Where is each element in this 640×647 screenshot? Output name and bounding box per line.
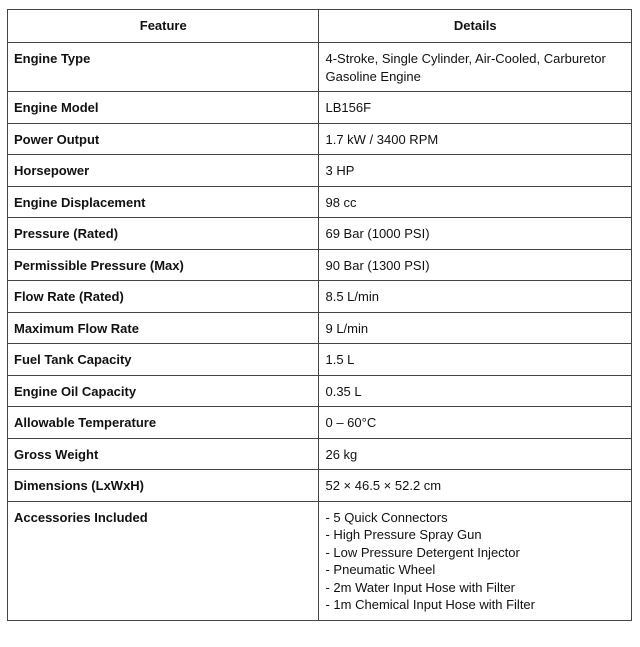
details-cell: 26 kg bbox=[319, 438, 632, 470]
details-cell: 52 × 46.5 × 52.2 cm bbox=[319, 470, 632, 502]
table-row bbox=[8, 344, 632, 376]
header-feature: Feature bbox=[8, 10, 319, 43]
feature-cell: Permissible Pressure (Max) bbox=[8, 249, 319, 281]
list-item: - 1m Chemical Input Hose with Filter bbox=[325, 597, 535, 612]
list-item: - High Pressure Spray Gun bbox=[325, 527, 482, 542]
feature-cell: Power Output bbox=[8, 123, 319, 155]
details-cell: LB156F bbox=[319, 92, 632, 124]
details-cell: 0 – 60°C bbox=[319, 407, 632, 439]
list-item: - 2m Water Input Hose with Filter bbox=[325, 579, 515, 595]
feature-cell: Accessories Included bbox=[8, 501, 319, 620]
table-row bbox=[8, 123, 632, 155]
spec-table bbox=[7, 9, 632, 621]
feature-cell: Flow Rate (Rated) bbox=[8, 281, 319, 313]
table-row bbox=[8, 438, 632, 470]
accessories-row bbox=[8, 501, 632, 620]
table-row bbox=[8, 407, 632, 439]
list-item: - 5 Quick Connectors bbox=[325, 509, 448, 525]
feature-cell: Fuel Tank Capacity bbox=[8, 344, 319, 376]
details-cell: 1.7 kW / 3400 RPM bbox=[319, 123, 632, 155]
table-row bbox=[8, 375, 632, 407]
details-cell: 8.5 L/min bbox=[319, 281, 632, 313]
accessories-cell bbox=[319, 501, 632, 620]
feature-cell: Allowable Temperature bbox=[8, 407, 319, 439]
table-row bbox=[8, 312, 632, 344]
table-row bbox=[8, 249, 632, 281]
details-cell: 9 L/min bbox=[319, 312, 632, 344]
table-row bbox=[8, 281, 632, 313]
table-row bbox=[8, 470, 632, 502]
details-cell: 90 Bar (1300 PSI) bbox=[319, 249, 632, 281]
feature-cell: Pressure (Rated) bbox=[8, 218, 319, 250]
details-cell: 1.5 L bbox=[319, 344, 632, 376]
table-row bbox=[8, 218, 632, 250]
feature-cell: Engine Type bbox=[8, 43, 319, 92]
table-row bbox=[8, 155, 632, 187]
feature-cell: Horsepower bbox=[8, 155, 319, 187]
accessories-list bbox=[325, 509, 625, 614]
feature-cell: Maximum Flow Rate bbox=[8, 312, 319, 344]
details-cell: 69 Bar (1000 PSI) bbox=[319, 218, 632, 250]
details-cell: 3 HP bbox=[319, 155, 632, 187]
list-item: - Pneumatic Wheel bbox=[325, 562, 436, 577]
feature-cell: Engine Model bbox=[8, 92, 319, 124]
feature-cell: Dimensions (LxWxH) bbox=[8, 470, 319, 502]
feature-cell: Engine Displacement bbox=[8, 186, 319, 218]
table-row bbox=[8, 186, 632, 218]
list-item: - Low Pressure Detergent Injector bbox=[325, 544, 520, 560]
table-header-row bbox=[8, 10, 632, 43]
details-cell: 0.35 L bbox=[319, 375, 632, 407]
header-details: Details bbox=[319, 10, 632, 43]
details-cell: 98 cc bbox=[319, 186, 632, 218]
table-row bbox=[8, 43, 632, 92]
feature-cell: Engine Oil Capacity bbox=[8, 375, 319, 407]
table-row bbox=[8, 92, 632, 124]
feature-cell: Gross Weight bbox=[8, 438, 319, 470]
details-cell: 4-Stroke, Single Cylinder, Air-Cooled, Carburetor Gasoline Engine bbox=[319, 43, 632, 92]
